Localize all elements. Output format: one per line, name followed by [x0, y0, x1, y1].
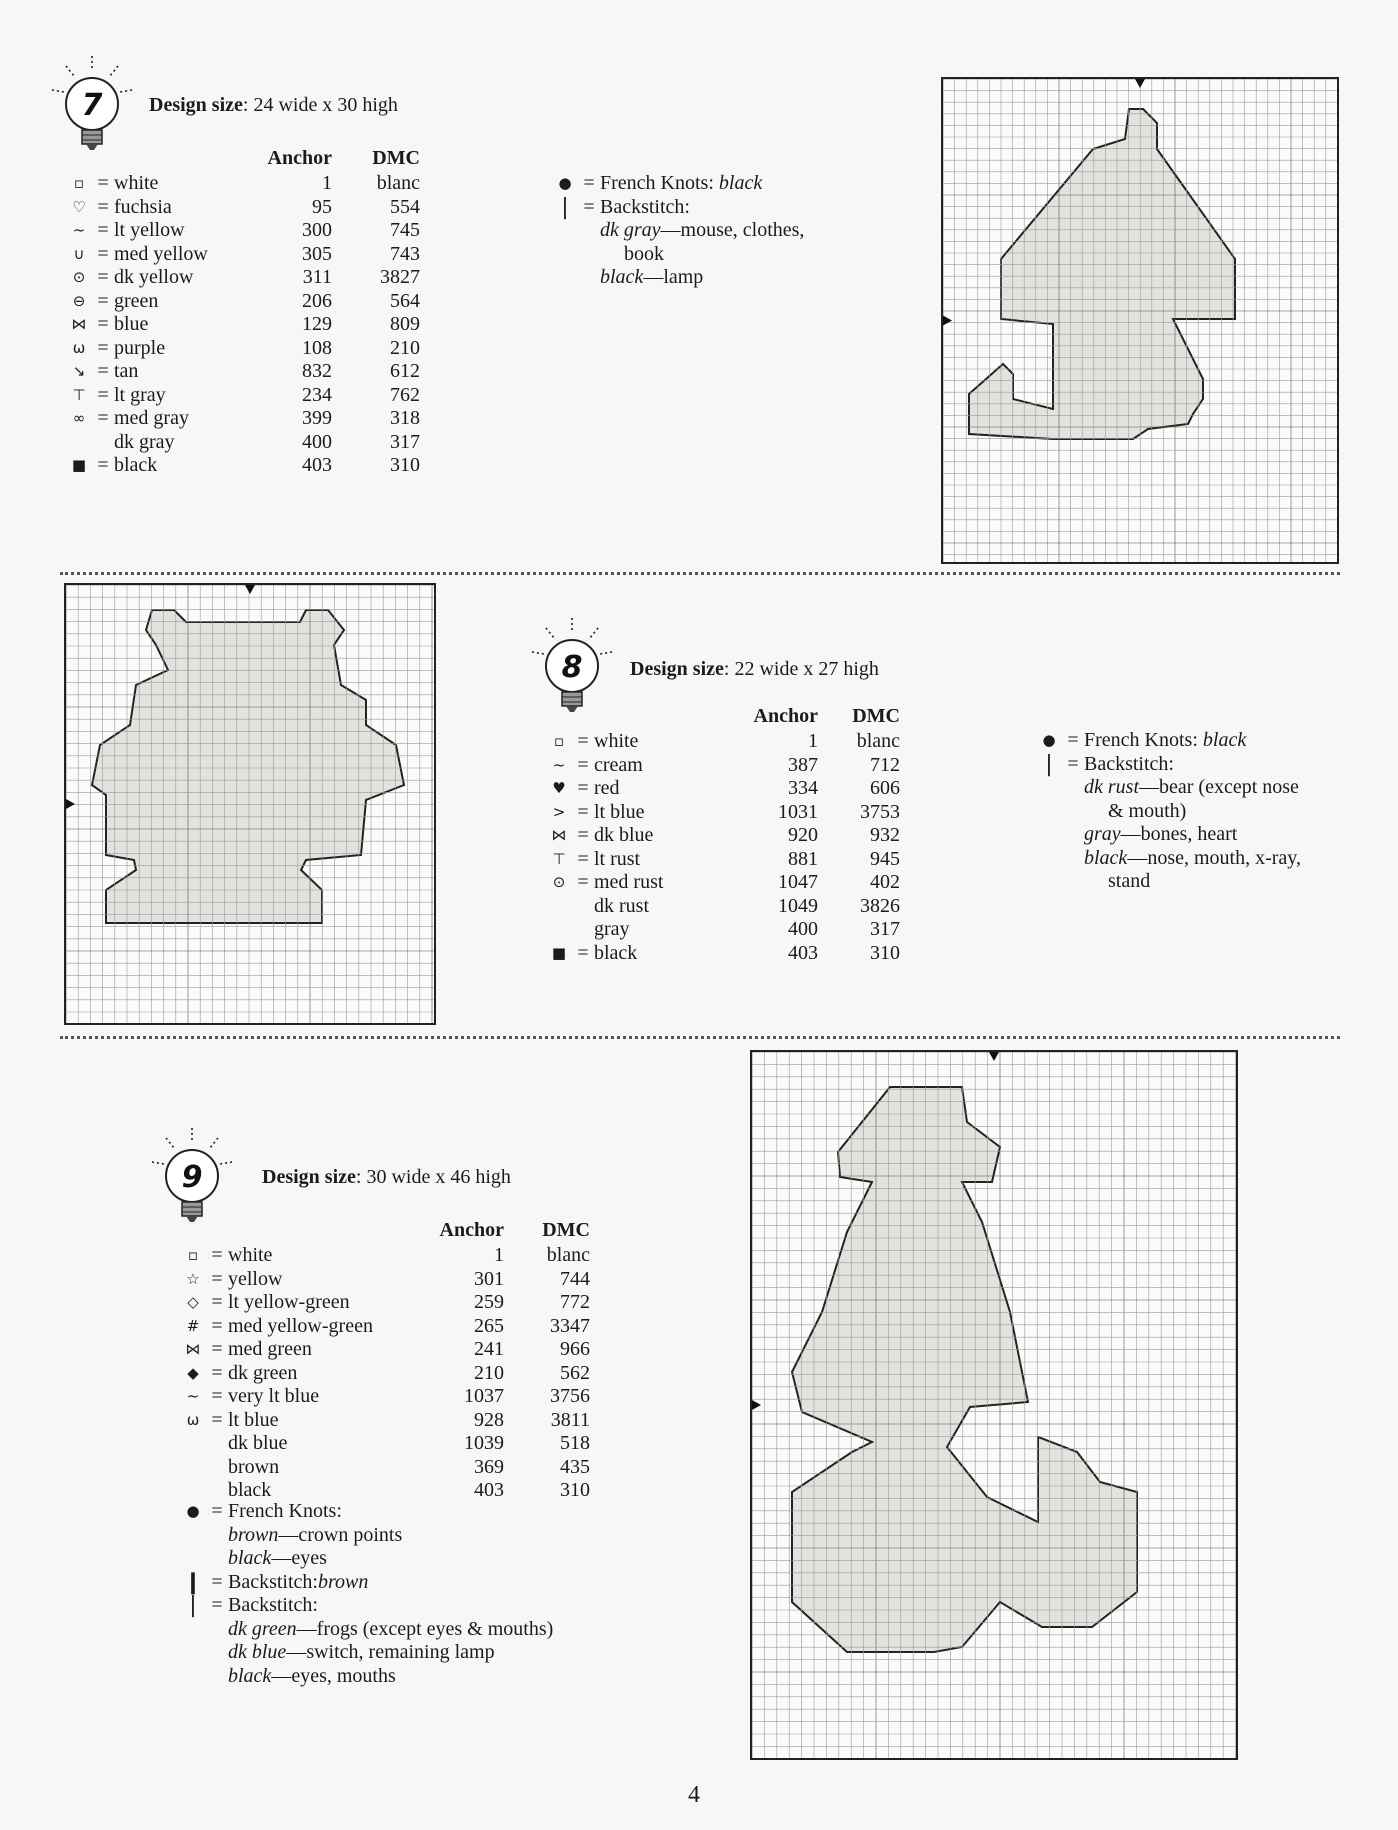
anchor-header: Anchor	[753, 704, 818, 727]
anchor-number: 399	[302, 407, 332, 429]
anchor-number: 234	[302, 383, 332, 406]
color-name: lt rust	[594, 847, 641, 870]
anchor-number: 241	[474, 1338, 504, 1360]
color-key-row	[180, 1432, 590, 1456]
color-key-row: ▫ = white 1 blanc	[66, 172, 420, 196]
stitch-symbol-icon: >	[552, 802, 566, 821]
color-name: dk green	[228, 1361, 298, 1384]
color-key-row: ♥ = red 334 606	[546, 777, 900, 801]
color-key-9	[180, 1218, 590, 1503]
color-key-row	[546, 918, 900, 942]
stitch-notes-7: ● = French Knots: black | = Backstitch: dk gray—mouse, clothes, book black—lamp	[558, 172, 805, 288]
design-number-9: 9	[181, 1160, 203, 1195]
color-name: med gray	[114, 407, 189, 429]
dmc-number: blanc	[546, 1244, 590, 1266]
chart-design-8-svg	[66, 585, 434, 1023]
color-name: med green	[228, 1338, 312, 1360]
anchor-number: 305	[302, 242, 332, 265]
color-key-row: ∪ = med yellow 305 743	[66, 243, 420, 267]
color-key-row: ⋈ = dk blue 920 932	[546, 824, 900, 848]
anchor-number: 108	[302, 336, 332, 359]
dmc-number: 745	[390, 219, 420, 241]
anchor-number: 832	[302, 360, 332, 382]
color-name: dk gray	[114, 430, 175, 453]
anchor-number: 1	[322, 172, 332, 194]
stitch-symbol-icon: ▫	[73, 174, 85, 192]
stitch-symbol-icon: ~	[552, 755, 566, 774]
anchor-number: 1	[808, 730, 818, 752]
color-name: purple	[114, 336, 166, 359]
anchor-header: Anchor	[439, 1218, 504, 1241]
stitch-symbol-icon: ⋈	[185, 1340, 201, 1358]
anchor-number: 400	[788, 918, 818, 940]
color-key-row: ⊙ = med rust 1047 402	[546, 871, 900, 895]
dmc-number: 435	[560, 1455, 590, 1478]
color-key-row: ⊤ = lt gray 234 762	[66, 384, 420, 408]
anchor-number: 259	[474, 1291, 504, 1313]
color-key-row	[546, 895, 900, 919]
anchor-header: Anchor	[267, 146, 332, 169]
color-key-7	[66, 146, 420, 478]
stitch-symbol-icon	[546, 895, 572, 919]
dmc-number: 310	[390, 454, 420, 476]
color-key-row: ω = purple 108 210	[66, 337, 420, 361]
stitch-symbol-icon	[180, 1432, 206, 1456]
color-name: cream	[594, 753, 643, 776]
color-key-row: ~ = cream 387 712	[546, 754, 900, 778]
dmc-number: 562	[560, 1361, 590, 1384]
color-name: med yellow-green	[228, 1314, 373, 1337]
color-name: med rust	[594, 871, 664, 893]
color-name: med yellow	[114, 242, 208, 265]
color-name: white	[594, 730, 639, 752]
stitch-symbol-icon: ↘	[72, 362, 86, 380]
dmc-header: DMC	[852, 704, 900, 727]
color-name: white	[228, 1244, 273, 1266]
color-name: white	[114, 172, 159, 194]
dmc-header: DMC	[372, 146, 420, 169]
color-key-row: # = med yellow-green 265 3347	[180, 1315, 590, 1339]
anchor-number: 1047	[778, 871, 818, 893]
anchor-number: 311	[302, 266, 332, 288]
chart-design-9-svg	[752, 1052, 1236, 1758]
stitch-symbol-icon: ♡	[72, 197, 86, 216]
color-key-row: ◇ = lt yellow-green 259 772	[180, 1291, 590, 1315]
stitch-symbol-icon	[180, 1479, 206, 1503]
dmc-number: 564	[390, 289, 420, 312]
dmc-number: 402	[870, 871, 900, 893]
color-key-row: ⋈ = med green 241 966	[180, 1338, 590, 1362]
color-name: tan	[114, 360, 139, 382]
dmc-number: 317	[390, 430, 420, 453]
dmc-number: 743	[390, 242, 420, 265]
stitch-symbol-icon: ∞	[72, 409, 86, 427]
color-name: lt gray	[114, 383, 166, 406]
stitch-notes-8: ● = French Knots: black | = Backstitch: dk rust—bear (except nose & mouth) gray—bones, heart black—nose, mouth, x-ray, stand	[1042, 729, 1301, 892]
design-number-8: 8	[561, 650, 583, 685]
color-name: lt blue	[594, 800, 645, 823]
dmc-number: 612	[390, 360, 420, 382]
color-key-row: > = lt blue 1031 3753	[546, 801, 900, 825]
stitch-notes-9: ● = French Knots: brown—crown points black—eyes ❙ = Backstitch: brown | = Backstitch: dk green—frogs (except eyes & mouths) dk blue—switch, remaining lamp black—eyes, mouths	[183, 1500, 554, 1687]
color-name: lt yellow-green	[228, 1291, 350, 1313]
dmc-number: 3811	[550, 1408, 590, 1431]
dmc-number: 712	[870, 753, 900, 776]
dmc-number: 744	[560, 1267, 590, 1290]
anchor-number: 95	[312, 195, 332, 218]
stitch-symbol-icon: ω	[186, 1410, 200, 1429]
color-name: red	[594, 777, 620, 799]
chart-design-7-svg	[943, 79, 1337, 562]
anchor-number: 334	[788, 777, 818, 799]
design-size-7: Design size: 24 wide x 30 high	[149, 94, 398, 116]
stitch-symbol-icon: ♥	[552, 779, 566, 797]
color-key-row	[180, 1479, 590, 1503]
color-key-row: ⋈ = blue 129 809	[66, 313, 420, 337]
stitch-symbol-icon: ▫	[553, 732, 565, 750]
color-key-row: ▫ = white 1 blanc	[546, 730, 900, 754]
anchor-number: 206	[302, 289, 332, 312]
dmc-number: 606	[870, 777, 900, 799]
dmc-number: 772	[560, 1291, 590, 1313]
color-name: gray	[594, 918, 630, 940]
anchor-number: 1031	[778, 800, 818, 823]
color-key-row: ~ = lt yellow 300 745	[66, 219, 420, 243]
color-name: fuchsia	[114, 195, 172, 218]
color-key-row: ◆ = dk green 210 562	[180, 1362, 590, 1386]
stitch-symbol-icon: ⊤	[552, 849, 566, 868]
color-key-row: ⊙ = dk yellow 311 3827	[66, 266, 420, 290]
stitch-symbol-icon: ⊖	[72, 291, 86, 310]
dmc-number: 554	[390, 195, 420, 218]
stitch-symbol-icon: ⊙	[552, 873, 566, 891]
dmc-number: 3753	[860, 800, 900, 823]
color-name: black	[594, 941, 638, 964]
stitch-symbol-icon: ⋈	[71, 315, 87, 333]
dmc-number: blanc	[376, 172, 420, 194]
chart-design-8	[64, 583, 436, 1025]
stitch-symbol-icon	[546, 918, 572, 942]
anchor-number: 301	[474, 1267, 504, 1290]
color-name: dk rust	[594, 894, 649, 917]
stitch-symbol-icon: ◆	[187, 1363, 199, 1382]
stitch-symbol-icon: ⊙	[72, 268, 86, 286]
color-name: brown	[228, 1455, 280, 1478]
dmc-number: 317	[870, 918, 900, 940]
color-name: lt yellow	[114, 219, 185, 241]
color-key-row	[180, 1456, 590, 1480]
anchor-number: 265	[474, 1314, 504, 1337]
color-key-row: ∞ = med gray 399 318	[66, 407, 420, 431]
section-divider	[60, 1036, 1340, 1039]
design-size-9: Design size: 30 wide x 46 high	[262, 1166, 511, 1188]
dmc-number: 210	[390, 336, 420, 359]
color-name: lt blue	[228, 1408, 279, 1431]
anchor-number: 387	[788, 753, 818, 776]
color-key-row: ⊤ = lt rust 881 945	[546, 848, 900, 872]
dmc-number: 3347	[550, 1314, 590, 1337]
chart-design-9	[750, 1050, 1238, 1760]
anchor-number: 928	[474, 1408, 504, 1431]
stitch-symbol-icon	[180, 1456, 206, 1480]
section-divider	[60, 572, 1340, 575]
stitch-symbol-icon: ◇	[187, 1293, 199, 1311]
color-name: yellow	[228, 1267, 283, 1290]
dmc-number: blanc	[856, 730, 900, 752]
color-key-row: ☆ = yellow 301 744	[180, 1268, 590, 1292]
stitch-symbol-icon: ⋈	[551, 826, 567, 844]
stitch-symbol-icon: ~	[72, 221, 86, 239]
color-key-row: ■ = black 403 310	[546, 942, 900, 966]
dmc-number: 809	[390, 313, 420, 335]
anchor-number: 881	[788, 847, 818, 870]
anchor-number: 400	[302, 430, 332, 453]
anchor-number: 300	[302, 219, 332, 241]
dmc-number: 310	[560, 1479, 590, 1501]
stitch-symbol-icon: ▫	[187, 1246, 199, 1264]
color-key-8	[546, 704, 900, 965]
stitch-symbol-icon	[66, 431, 92, 455]
dmc-number: 3826	[860, 894, 900, 917]
stitch-symbol-icon: ∪	[73, 244, 85, 263]
design-number-7: 7	[81, 88, 103, 123]
color-key-row: ↘ = tan 832 612	[66, 360, 420, 384]
dmc-number: 762	[390, 383, 420, 406]
color-name: dk blue	[228, 1432, 288, 1454]
anchor-number: 1037	[464, 1385, 504, 1407]
dmc-number: 3756	[550, 1385, 590, 1407]
stitch-symbol-icon: ■	[71, 456, 87, 474]
design-size-8: Design size: 22 wide x 27 high	[630, 658, 879, 680]
page-number: 4	[688, 1782, 700, 1808]
dmc-number: 310	[870, 941, 900, 964]
dmc-number: 966	[560, 1338, 590, 1360]
stitch-symbol-icon: ω	[72, 338, 86, 357]
dmc-number: 945	[870, 847, 900, 870]
color-key-row: ▫ = white 1 blanc	[180, 1244, 590, 1268]
dmc-number: 3827	[380, 266, 420, 288]
stitch-symbol-icon: ⊤	[72, 385, 86, 404]
color-name: black	[114, 454, 158, 476]
anchor-number: 403	[788, 941, 818, 964]
anchor-number: 369	[474, 1455, 504, 1478]
chart-design-7	[941, 77, 1339, 564]
anchor-number: 403	[474, 1479, 504, 1501]
color-key-row	[66, 431, 420, 455]
anchor-number: 1039	[464, 1432, 504, 1454]
color-name: blue	[114, 313, 149, 335]
anchor-number: 129	[302, 313, 332, 335]
color-name: dk yellow	[114, 266, 194, 288]
color-name: green	[114, 289, 159, 312]
color-key-row: ~ = very lt blue 1037 3756	[180, 1385, 590, 1409]
color-name: very lt blue	[228, 1385, 320, 1407]
color-name: dk blue	[594, 824, 654, 846]
stitch-symbol-icon: ☆	[186, 1269, 200, 1288]
anchor-number: 920	[788, 824, 818, 846]
color-key-row: ■ = black 403 310	[66, 454, 420, 478]
stitch-symbol-icon: #	[186, 1316, 200, 1335]
stitch-symbol-icon: ~	[186, 1387, 200, 1405]
anchor-number: 210	[474, 1361, 504, 1384]
dmc-header: DMC	[542, 1218, 590, 1241]
color-key-row: ω = lt blue 928 3811	[180, 1409, 590, 1433]
dmc-number: 518	[560, 1432, 590, 1454]
anchor-number: 1049	[778, 894, 818, 917]
color-name: black	[228, 1479, 272, 1501]
dmc-number: 932	[870, 824, 900, 846]
color-key-row: ⊖ = green 206 564	[66, 290, 420, 314]
anchor-number: 1	[494, 1244, 504, 1266]
stitch-symbol-icon: ■	[551, 943, 567, 962]
anchor-number: 403	[302, 454, 332, 476]
color-key-row: ♡ = fuchsia 95 554	[66, 196, 420, 220]
dmc-number: 318	[390, 407, 420, 429]
